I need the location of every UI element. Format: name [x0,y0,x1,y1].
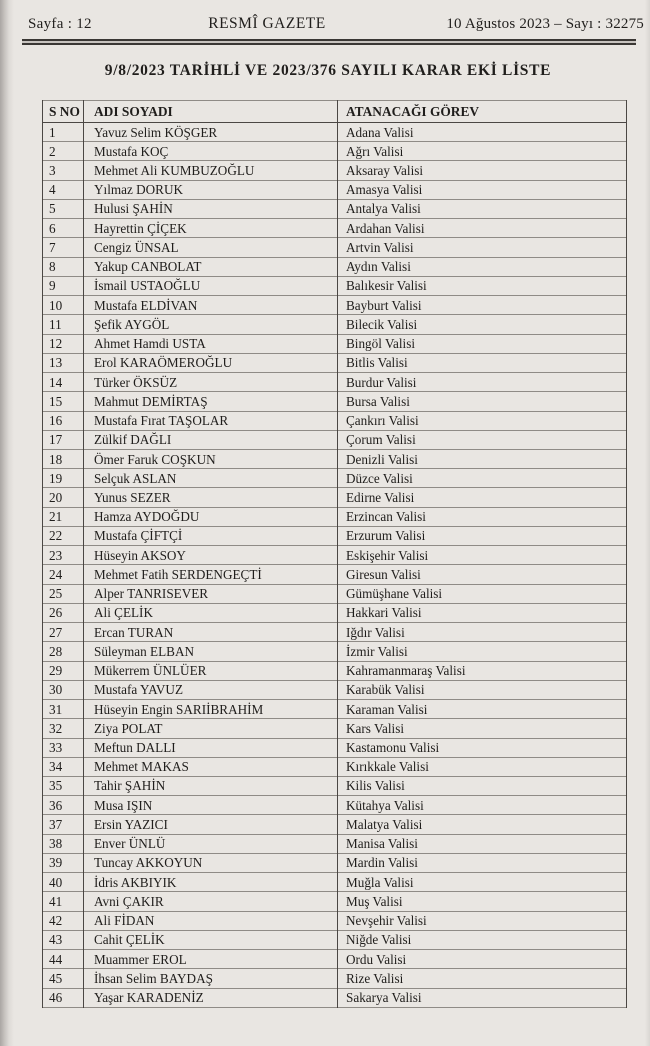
name-cell: Hamza AYDOĞDU [84,507,338,526]
row-number-cell: 37 [43,815,84,834]
assignment-cell: Giresun Valisi [338,565,627,584]
name-cell: Hüseyin Engin SARIİBRAHİM [84,700,338,719]
row-number-cell: 28 [43,642,84,661]
assignment-cell: Bingöl Valisi [338,334,627,353]
assignment-cell: Kahramanmaraş Valisi [338,661,627,680]
name-cell: Selçuk ASLAN [84,469,338,488]
name-cell: Cahit ÇELİK [84,930,338,949]
name-cell: Meftun DALLI [84,738,338,757]
row-number-cell: 15 [43,392,84,411]
name-cell: Ömer Faruk COŞKUN [84,449,338,468]
name-cell: Zülkif DAĞLI [84,430,338,449]
name-cell: Mükerrem ÜNLÜER [84,661,338,680]
assignment-cell: Iğdır Valisi [338,623,627,642]
table-row [43,238,627,257]
table-row [43,430,627,449]
name-cell: İhsan Selim BAYDAŞ [84,969,338,988]
assignment-cell: Düzce Valisi [338,469,627,488]
name-cell: Tahir ŞAHİN [84,776,338,795]
assignment-cell: Hakkari Valisi [338,603,627,622]
name-cell: Şefik AYGÖL [84,315,338,334]
row-number-cell: 2 [43,142,84,161]
row-number-cell: 7 [43,238,84,257]
table-row [43,296,627,315]
row-number-cell: 41 [43,892,84,911]
row-number-cell: 17 [43,430,84,449]
assignment-cell: Ardahan Valisi [338,219,627,238]
column-header-duty: ATANACAĞI GÖREV [338,101,627,123]
assignment-cell: İzmir Valisi [338,642,627,661]
table-row [43,449,627,468]
table-row [43,603,627,622]
name-cell: Mustafa ELDİVAN [84,296,338,315]
page-number-label: Sayfa : 12 [28,16,92,32]
assignment-cell: Çankırı Valisi [338,411,627,430]
row-number-cell: 14 [43,373,84,392]
assignment-cell: Nevşehir Valisi [338,911,627,930]
name-cell: Yılmaz DORUK [84,180,338,199]
name-cell: Ercan TURAN [84,623,338,642]
assignment-cell: Manisa Valisi [338,834,627,853]
assignment-cell: Mardin Valisi [338,853,627,872]
name-cell: Ersin YAZICI [84,815,338,834]
row-number-cell: 24 [43,565,84,584]
table-row [43,373,627,392]
assignment-cell: Burdur Valisi [338,373,627,392]
table-row [43,123,627,142]
assignment-cell: Sakarya Valisi [338,988,627,1007]
name-cell: Yunus SEZER [84,488,338,507]
row-number-cell: 10 [43,296,84,315]
table-row [43,815,627,834]
name-cell: Tuncay AKKOYUN [84,853,338,872]
name-cell: Hüseyin AKSOY [84,546,338,565]
row-number-cell: 33 [43,738,84,757]
name-cell: Cengiz ÜNSAL [84,238,338,257]
assignment-cell: Ordu Valisi [338,950,627,969]
table-row [43,315,627,334]
table-row [43,911,627,930]
assignment-cell: Adana Valisi [338,123,627,142]
assignment-cell: Eskişehir Valisi [338,546,627,565]
row-number-cell: 23 [43,546,84,565]
row-number-cell: 16 [43,411,84,430]
name-cell: Mustafa YAVUZ [84,680,338,699]
name-cell: İdris AKBIYIK [84,873,338,892]
row-number-cell: 27 [43,623,84,642]
row-number-cell: 26 [43,603,84,622]
row-number-cell: 18 [43,449,84,468]
assignment-cell: Balıkesir Valisi [338,276,627,295]
assignment-cell: Rize Valisi [338,969,627,988]
assignment-cell: Kırıkkale Valisi [338,757,627,776]
list-title: 9/8/2023 TARİHLİ VE 2023/376 SAYILI KARAR EKİ LİSTE [104,62,552,79]
appointments-table [42,100,627,1008]
row-number-cell: 43 [43,930,84,949]
row-number-cell: 32 [43,719,84,738]
table-row [43,353,627,372]
assignment-cell: Kars Valisi [338,719,627,738]
assignment-cell: Artvin Valisi [338,238,627,257]
row-number-cell: 40 [43,873,84,892]
table-row [43,161,627,180]
row-number-cell: 42 [43,911,84,930]
assignment-cell: Aksaray Valisi [338,161,627,180]
row-number-cell: 19 [43,469,84,488]
assignment-cell: Muğla Valisi [338,873,627,892]
assignment-cell: Karaman Valisi [338,700,627,719]
table-row [43,700,627,719]
table-row [43,757,627,776]
table-row [43,219,627,238]
name-cell: Mehmet Fatih SERDENGEÇTİ [84,565,338,584]
name-cell: Yavuz Selim KÖŞGER [84,123,338,142]
table-row [43,469,627,488]
column-header-sno: S NO [43,101,84,123]
table-row [43,950,627,969]
table-row [43,834,627,853]
table-row [43,796,627,815]
table-row [43,892,627,911]
appointments-table-body [43,123,627,1008]
assignment-cell: Muş Valisi [338,892,627,911]
row-number-cell: 13 [43,353,84,372]
row-number-cell: 20 [43,488,84,507]
assignment-cell: Erzurum Valisi [338,526,627,545]
row-number-cell: 36 [43,796,84,815]
row-number-cell: 9 [43,276,84,295]
row-number-cell: 44 [43,950,84,969]
row-number-cell: 29 [43,661,84,680]
table-row [43,853,627,872]
assignment-cell: Karabük Valisi [338,680,627,699]
name-cell: Enver ÜNLÜ [84,834,338,853]
assignment-cell: Kütahya Valisi [338,796,627,815]
row-number-cell: 31 [43,700,84,719]
name-cell: Hulusi ŞAHİN [84,199,338,218]
header-double-rule [22,39,636,45]
scan-edge-shadow-left [0,0,14,1046]
name-cell: Mehmet MAKAS [84,757,338,776]
row-number-cell: 30 [43,680,84,699]
name-cell: İsmail USTAOĞLU [84,276,338,295]
table-row [43,526,627,545]
gazette-masthead: RESMÎ GAZETE [208,15,326,32]
table-row [43,488,627,507]
row-number-cell: 5 [43,199,84,218]
assignment-cell: Kilis Valisi [338,776,627,795]
table-row [43,276,627,295]
table-row [43,642,627,661]
name-cell: Ali ÇELİK [84,603,338,622]
name-cell: Türker ÖKSÜZ [84,373,338,392]
name-cell: Muammer EROL [84,950,338,969]
assignment-cell: Kastamonu Valisi [338,738,627,757]
table-row [43,507,627,526]
assignment-cell: Bayburt Valisi [338,296,627,315]
name-cell: Yaşar KARADENİZ [84,988,338,1007]
table-row [43,680,627,699]
assignment-cell: Malatya Valisi [338,815,627,834]
name-cell: Avni ÇAKIR [84,892,338,911]
name-cell: Ali FİDAN [84,911,338,930]
row-number-cell: 6 [43,219,84,238]
assignment-cell: Bilecik Valisi [338,315,627,334]
scan-edge-shadow-right [645,0,650,1046]
row-number-cell: 3 [43,161,84,180]
name-cell: Mustafa KOÇ [84,142,338,161]
name-cell: Yakup CANBOLAT [84,257,338,276]
table-row [43,334,627,353]
name-cell: Ziya POLAT [84,719,338,738]
row-number-cell: 1 [43,123,84,142]
table-row [43,988,627,1007]
date-issue-label: 10 Ağustos 2023 – Sayı : 32275 [446,16,644,32]
assignment-cell: Niğde Valisi [338,930,627,949]
table-row [43,969,627,988]
table-row [43,199,627,218]
assignment-cell: Antalya Valisi [338,199,627,218]
row-number-cell: 39 [43,853,84,872]
name-cell: Hayrettin ÇİÇEK [84,219,338,238]
row-number-cell: 12 [43,334,84,353]
table-row [43,719,627,738]
row-number-cell: 11 [43,315,84,334]
name-cell: Süleyman ELBAN [84,642,338,661]
header-row [43,101,627,123]
assignment-cell: Çorum Valisi [338,430,627,449]
row-number-cell: 25 [43,584,84,603]
table-row [43,776,627,795]
assignment-cell: Aydın Valisi [338,257,627,276]
row-number-cell: 35 [43,776,84,795]
name-cell: Mustafa ÇİFTÇİ [84,526,338,545]
table-row [43,257,627,276]
row-number-cell: 4 [43,180,84,199]
table-row [43,930,627,949]
table-row [43,392,627,411]
row-number-cell: 46 [43,988,84,1007]
assignment-cell: Gümüşhane Valisi [338,584,627,603]
name-cell: Mahmut DEMİRTAŞ [84,392,338,411]
table-row [43,873,627,892]
table-row [43,180,627,199]
table-row [43,584,627,603]
table-row [43,661,627,680]
row-number-cell: 34 [43,757,84,776]
table-row [43,565,627,584]
row-number-cell: 21 [43,507,84,526]
name-cell: Alper TANRISEVER [84,584,338,603]
row-number-cell: 38 [43,834,84,853]
assignment-cell: Denizli Valisi [338,449,627,468]
assignment-cell: Edirne Valisi [338,488,627,507]
table-row [43,142,627,161]
assignment-cell: Bursa Valisi [338,392,627,411]
row-number-cell: 22 [43,526,84,545]
assignment-cell: Bitlis Valisi [338,353,627,372]
appointments-table-header [43,101,627,123]
table-row [43,411,627,430]
name-cell: Mehmet Ali KUMBUZOĞLU [84,161,338,180]
assignment-cell: Ağrı Valisi [338,142,627,161]
assignment-cell: Amasya Valisi [338,180,627,199]
column-header-name: ADI SOYADI [84,101,338,123]
row-number-cell: 8 [43,257,84,276]
name-cell: Ahmet Hamdi USTA [84,334,338,353]
table-row [43,738,627,757]
table-row [43,623,627,642]
name-cell: Erol KARAÖMEROĞLU [84,353,338,372]
table-row [43,546,627,565]
name-cell: Mustafa Fırat TAŞOLAR [84,411,338,430]
row-number-cell: 45 [43,969,84,988]
assignment-cell: Erzincan Valisi [338,507,627,526]
name-cell: Musa IŞIN [84,796,338,815]
